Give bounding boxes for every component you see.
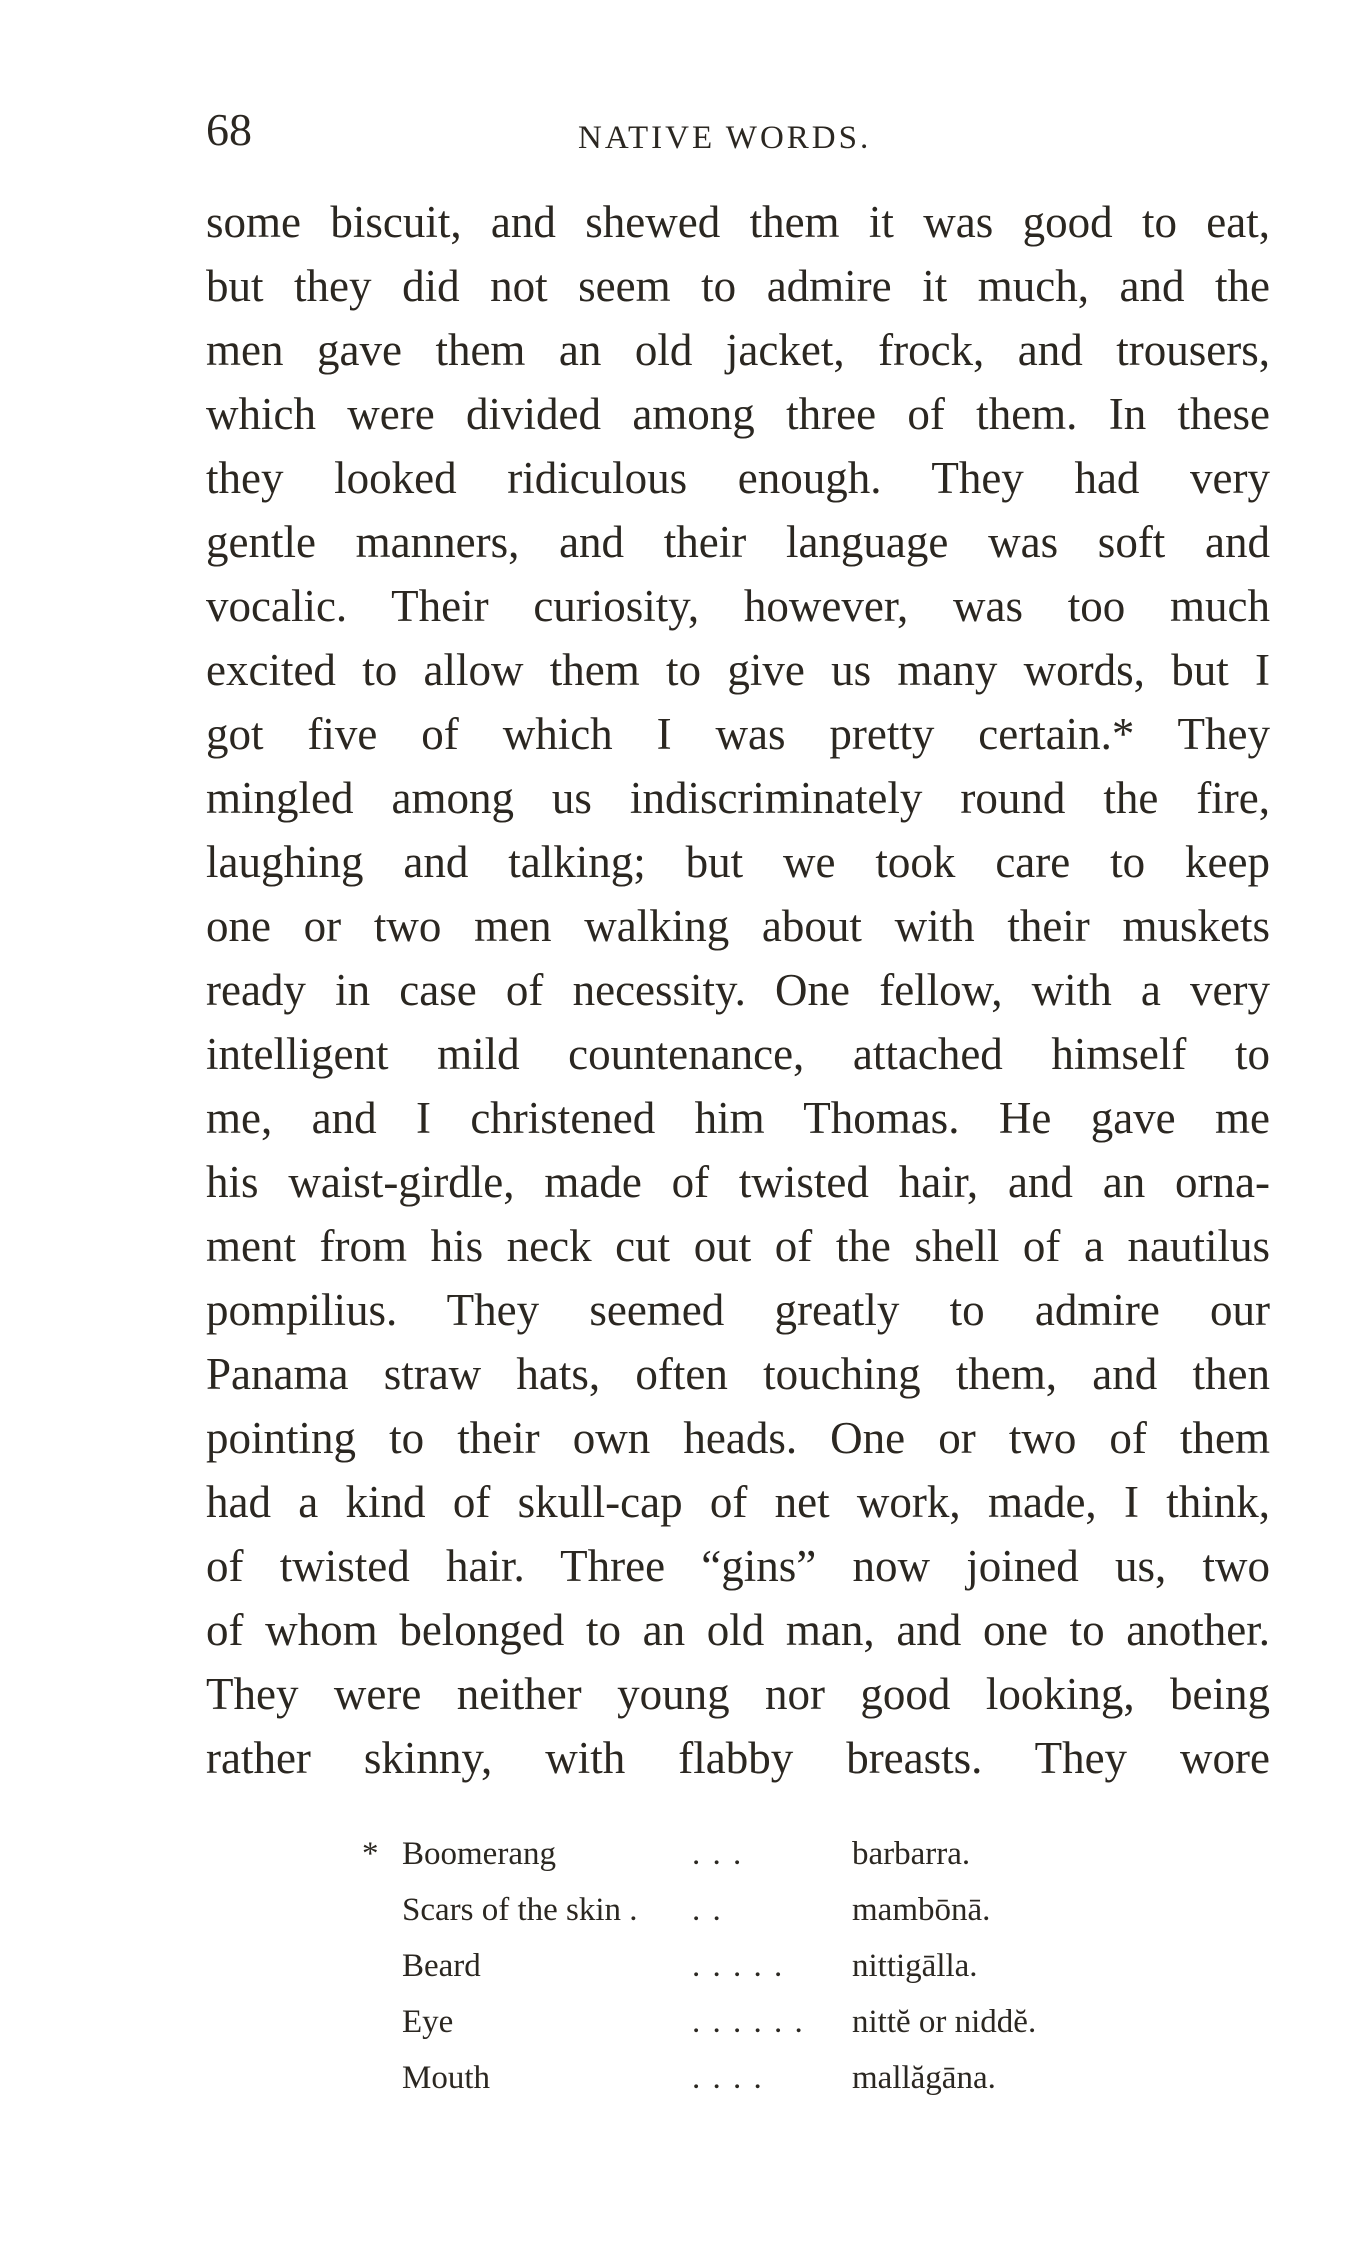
text-line: had a kind of skull-cap of net work, made, I think, — [206, 1477, 1270, 1527]
text-line: mingled among us indiscriminately round the fire, — [206, 773, 1270, 823]
text-line: ready in case of necessity. One fellow, with a very — [206, 965, 1270, 1015]
footnote-leader-dots: . . — [692, 1892, 723, 1928]
footnote-leader-dots: . . . . . . — [692, 2004, 805, 2040]
text-line: but they did not seem to admire it much, and the — [206, 261, 1270, 311]
text-line: pointing to their own heads. One or two of them — [206, 1413, 1270, 1463]
running-header — [206, 100, 1270, 160]
footnote-leader-dots: . . . — [692, 1836, 744, 1872]
footnote-native-word: mallăgāna. — [852, 2060, 996, 2096]
footnote-native-word: barbarra. — [852, 1836, 971, 1872]
footnote-term: Scars of the skin . — [402, 1892, 638, 1928]
text-line: laughing and talking; but we took care to keep — [206, 837, 1270, 887]
footnote-term: Beard — [402, 1948, 481, 1984]
text-line: vocalic. Their curiosity, however, was too much — [206, 581, 1270, 631]
page-number: 68 — [206, 104, 252, 155]
text-line: excited to allow them to give us many words, but I — [206, 645, 1270, 695]
footnote-leader-dots: . . . . . — [692, 1948, 785, 1984]
text-line: his waist-girdle, made of twisted hair, and an orna- — [206, 1157, 1270, 1207]
footnote-entry — [362, 2050, 1162, 2106]
text-line: of whom belonged to an old man, and one to another. — [206, 1605, 1270, 1655]
text-line: gentle manners, and their language was soft and — [206, 517, 1270, 567]
running-title: NATIVE WORDS. — [578, 120, 872, 156]
footnote-term: Boomerang — [402, 1836, 556, 1872]
footnote-leader-dots: . . . . — [692, 2060, 764, 2096]
footnote-native-word: nittĕ or niddĕ. — [852, 2004, 1037, 2040]
text-line: got five of which I was pretty certain.* They — [206, 709, 1270, 759]
footnote-marker: * — [362, 1836, 379, 1872]
text-line: intelligent mild countenance, attached himself to — [206, 1029, 1270, 1079]
text-line: some biscuit, and shewed them it was good to eat, — [206, 197, 1270, 247]
footnote-word-list — [362, 1826, 1162, 2106]
text-line: one or two men walking about with their muskets — [206, 901, 1270, 951]
footnote-entry — [362, 1882, 1162, 1938]
footnote-entry — [362, 1994, 1162, 2050]
body-text — [206, 190, 1270, 1790]
text-line: they looked ridiculous enough. They had very — [206, 453, 1270, 503]
text-line: rather skinny, with flabby breasts. They wore — [206, 1733, 1270, 1783]
text-line: of twisted hair. Three “gins” now joined us, two — [206, 1541, 1270, 1591]
text-line: men gave them an old jacket, frock, and trousers, — [206, 325, 1270, 375]
footnote-entry — [362, 1938, 1162, 1994]
footnote-entry — [362, 1826, 1162, 1882]
text-line: They were neither young nor good looking, being — [206, 1669, 1270, 1719]
footnote-term: Eye — [402, 2004, 454, 2040]
text-line: ment from his neck cut out of the shell of a nautilus — [206, 1221, 1270, 1271]
text-line: me, and I christened him Thomas. He gave me — [206, 1093, 1270, 1143]
footnote-native-word: mambōnā. — [852, 1892, 991, 1928]
text-line: Panama straw hats, often touching them, and then — [206, 1349, 1270, 1399]
text-line: which were divided among three of them. In these — [206, 389, 1270, 439]
text-line: pompilius. They seemed greatly to admire our — [206, 1285, 1270, 1335]
footnote-native-word: nittigālla. — [852, 1948, 978, 1984]
footnote-term: Mouth — [402, 2060, 491, 2096]
